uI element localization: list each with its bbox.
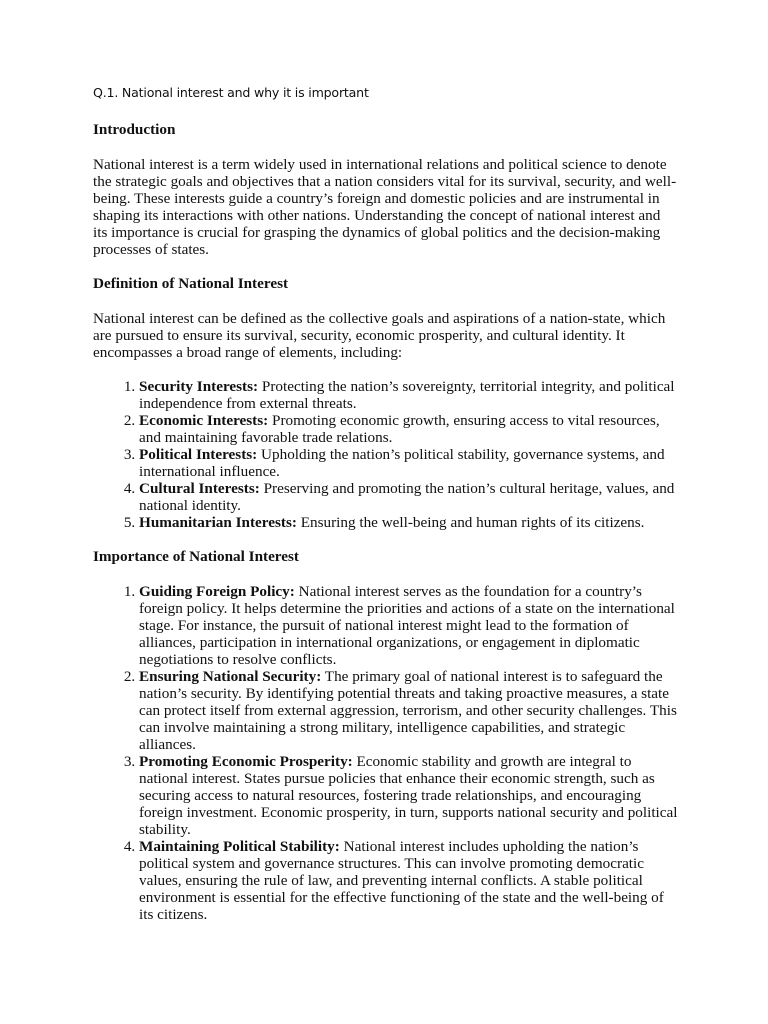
list-item-term: Ensuring National Security: [139, 668, 322, 685]
list-item-text: Upholding the nation’s political stability, governance systems, and international influence. [139, 446, 665, 480]
list-item [139, 838, 678, 923]
list-item-text: Ensuring the well-being and human rights of its citizens. [296, 514, 645, 531]
list-item-term: Humanitarian Interests: [139, 514, 297, 531]
list-item-text: Promoting economic growth, ensuring access to vital resources, and maintaining favorable trade relations. [139, 412, 660, 446]
document-page [93, 84, 678, 940]
list-item-text: Economic stability and growth are integral to national interest. States pursue policies that enhance their economic strength, such as securing access to natural resources, fostering trade relationships, and encouraging foreign investment. Economic prosperity, in turn, supports national security and political stability. [139, 753, 678, 838]
list-item-term: Guiding Foreign Policy: [139, 583, 295, 600]
list-item-text: Protecting the nation’s sovereignty, territorial integrity, and political independence from external threats. [139, 378, 675, 412]
list-item-term: Maintaining Political Stability: [139, 838, 340, 855]
list-item [139, 583, 678, 668]
list-item-term: Political Interests: [139, 446, 258, 463]
list-item-term: Security Interests: [139, 378, 259, 395]
list-item [139, 446, 678, 480]
list-item [139, 480, 678, 514]
list-item-text: The primary goal of national interest is to safeguard the nation’s security. By identifying potential threats and taking proactive measures, a state can protect itself from external aggression, terrorism, and other security challenges. This can involve maintaining a strong military, intelligence capabilities, and strategic alliances. [139, 668, 677, 753]
list-item [139, 378, 678, 412]
list-item-term: Economic Interests: [139, 412, 269, 429]
list-item [139, 514, 678, 531]
list-item-term: Cultural Interests: [139, 480, 260, 497]
introduction-paragraph: National interest is a term widely used in international relations and political science to denote the strategic goals and objectives that a nation considers vital for its survival, security, and well-being. These interests guide a country’s foreign and domestic policies and are instrumental in shaping its interactions with other nations. Understanding the concept of national interest and its importance is crucial for grasping the dynamics of global politics and the decision-making processes of states. [93, 156, 677, 258]
list-item [139, 412, 678, 446]
introduction-heading: Introduction [93, 121, 176, 138]
importance-heading: Importance of National Interest [93, 548, 299, 565]
question-title: Q.1. National interest and why it is important [93, 85, 369, 100]
definition-list [93, 378, 678, 531]
definition-heading: Definition of National Interest [93, 275, 289, 292]
definition-paragraph: National interest can be defined as the collective goals and aspirations of a nation-state, which are pursued to ensure its survival, security, economic prosperity, and cultural identity. It encompasses a broad range of elements, including: [93, 310, 666, 361]
list-item-term: Promoting Economic Prosperity: [139, 753, 353, 770]
list-item [139, 753, 678, 838]
list-item-text: National interest serves as the foundation for a country’s foreign policy. It helps determine the priorities and actions of a state on the international stage. For instance, the pursuit of national interest might lead to the formation of alliances, participation in international organizations, or engagement in diplomatic negotiations to resolve conflicts. [139, 583, 675, 668]
importance-list [93, 583, 678, 923]
list-item [139, 668, 678, 753]
list-item-text: National interest includes upholding the nation’s political system and governance structures. This can involve promoting democratic values, ensuring the rule of law, and preventing internal conflicts. A stable political environment is essential for the effective functioning of the state and the well-being of its citizens. [139, 838, 664, 923]
list-item-text: Preserving and promoting the nation’s cultural heritage, values, and national identity. [139, 480, 675, 514]
